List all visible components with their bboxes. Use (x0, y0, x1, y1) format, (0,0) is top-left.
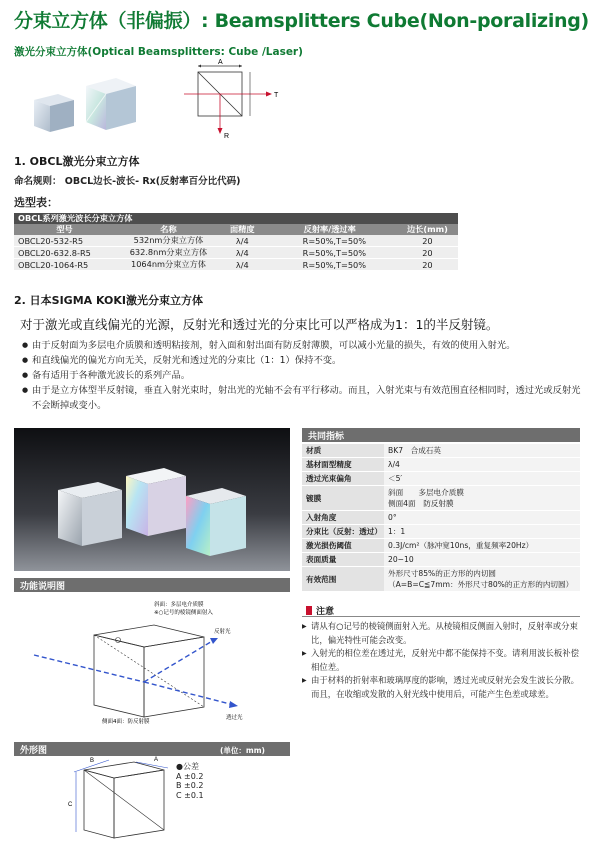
lead-text: 对于激光或直线偏光的光源，反射光和透过光的分束比可以严格成为1：1的半反射镜。 (20, 317, 499, 332)
spec-table-caption: OBCL系列激光波长分束立方体 (14, 213, 458, 224)
unit-label: (单位：mm) (220, 746, 265, 755)
cell-name: 532nm分束立方体 (115, 235, 222, 247)
tolerance-a: A ±0.2 (176, 771, 204, 781)
list-item: ● 由于反射面为多层电介质膜和透明粘接剂，射入面和射出面有防反射薄膜，可以减小光量的损失，有效的使用入射光。 (22, 338, 582, 353)
common-specs-bar: 共同指标 (302, 428, 580, 442)
prop-key: 基材面型精度 (302, 458, 384, 472)
table-row (302, 444, 580, 458)
notes-panel (302, 604, 580, 698)
tolerance-title: ●公差 (176, 762, 199, 771)
col-header: 型号 (14, 224, 115, 235)
col-header: 反射率/透过率 (263, 224, 397, 235)
table-row (302, 511, 580, 525)
tolerance-b: B ±0.2 (176, 781, 204, 790)
prop-value: BK7 合成石英 (384, 444, 580, 458)
cube-photo-small (24, 64, 154, 140)
cell-size: 20 (397, 235, 458, 247)
cube-photo-large (14, 428, 290, 571)
list-item: ● 和直线偏光的偏光方向无关，反射光和透过光的分束比（1：1）保持不变。 (22, 353, 582, 368)
label-t: T (274, 92, 279, 99)
prop-value: 20−10 (384, 553, 580, 567)
prop-value: λ/4 (384, 458, 580, 472)
cell-size: 20 (397, 259, 458, 271)
col-header: 面精度 (222, 224, 263, 235)
notes-title: 注意 (302, 604, 580, 617)
table-row (14, 247, 458, 259)
outline-bar: 外形图 (14, 742, 290, 756)
section1-heading: 1. OBCL激光分束立方体 (14, 155, 140, 168)
prop-key: 透过光束偏角 (302, 472, 384, 486)
cell-ratio: R=50%,T=50% (263, 259, 397, 271)
tolerance-block (176, 762, 204, 800)
feature-list (22, 338, 582, 413)
cell-flatness: λ/4 (222, 259, 263, 271)
cell-size: 20 (397, 247, 458, 259)
table-row (14, 259, 458, 271)
table-row (302, 472, 580, 486)
list-item: ● 由于是立方体型半反射镜，垂直入射光束时，射出光的光轴不会有平行移动。而且，入射光束与有效范围直径相同时，透过光或反射光不会断掉或变小。 (22, 383, 582, 413)
table-row (302, 458, 580, 472)
selection-label: 选型表： (14, 196, 58, 209)
label-mark: ※○记号的棱镜侧面射入 (154, 610, 213, 616)
list-item: ▶ 由于材料的折射率和玻璃厚度的影响，透过光或反射光会发生波长分散。而且，在收缩或发散的入射光线中使用后，可能产生色差或球差。 (302, 674, 580, 701)
prop-key: 镀膜 (302, 486, 384, 511)
cell-model: OBCL20-532-R5 (14, 235, 115, 247)
prop-key: 入射角度 (302, 511, 384, 525)
section2-heading: 2. 日本SIGMA KOKI激光分束立方体 (14, 294, 203, 307)
prop-key: 激光损伤阈值 (302, 539, 384, 553)
cell-flatness: λ/4 (222, 247, 263, 259)
list-item: ● 备有适用于各种激光波长的系列产品。 (22, 368, 582, 383)
label-a: A (154, 757, 159, 763)
prop-value: 侧面4面 防反射膜 (388, 499, 454, 508)
prop-value: 斜面 多层电介质膜 (388, 488, 464, 497)
prop-key: 分束比（反射：透过） (302, 525, 384, 539)
prop-value: ＜5′ (384, 472, 580, 486)
label-b: B (90, 758, 95, 764)
prop-key: 材质 (302, 444, 384, 458)
table-row (302, 539, 580, 553)
prop-value: 1：1 (384, 525, 580, 539)
cell-model: OBCL20-632.8-R5 (14, 247, 115, 259)
beamsplit-schematic (180, 58, 290, 144)
label-c: C (68, 802, 73, 808)
table-row (302, 525, 580, 539)
function-bar: 功能说明图 (14, 578, 290, 592)
tolerance-c: C ±0.1 (176, 790, 204, 800)
table-row (302, 486, 580, 511)
prop-value: 0° (384, 511, 580, 525)
outline-diagram (14, 756, 290, 846)
prop-key: 表面质量 (302, 553, 384, 567)
label-a: A (218, 59, 223, 66)
col-header: 名称 (115, 224, 222, 235)
label-reflect: 反射光 (214, 629, 231, 635)
table-row (302, 567, 580, 592)
cell-model: OBCL20-1064-R5 (14, 259, 115, 271)
cell-flatness: λ/4 (222, 235, 263, 247)
cell-ratio: R=50%,T=50% (263, 235, 397, 247)
product-subtitle: 激光分束立方体(Optical Beamsplitters: Cube /Laser) (14, 46, 303, 58)
common-specs-table (302, 444, 580, 592)
table-row (302, 553, 580, 567)
cell-name: 632.8nm分束立方体 (115, 247, 222, 259)
col-header: 边长(mm) (397, 224, 458, 235)
function-diagram (14, 595, 290, 735)
label-r: R (224, 133, 230, 140)
list-item: ▶ 入射光的相位差在透过光，反射光中都不能保持不变。请利用波长板补偿相位差。 (302, 647, 580, 674)
naming-rule: 命名规则： OBCL边长-波长- Rx(反射率百分比代码) (14, 176, 241, 187)
list-item: ▶ 请从有○记号的棱镜侧面射入光。从棱镜相反侧面入射时，反射率或分束比，偏光特性可能会改变。 (302, 620, 580, 647)
spec-table (14, 213, 458, 271)
prop-value: 外形尺寸85%的正方形的内切圆 (388, 569, 497, 578)
table-row (14, 235, 458, 247)
prop-key: 有效范围 (302, 567, 384, 592)
prop-value: 0.3J/cm²（脉冲宽10ns，重复频率20Hz） (384, 539, 580, 553)
cell-name: 1064nm分束立方体 (115, 259, 222, 271)
cell-ratio: R=50%,T=50% (263, 247, 397, 259)
label-slope: 斜面：多层电介质膜 (154, 602, 204, 608)
prop-value: （A=B=C≦7mm：外形尺寸80%的正方形的内切圆） (388, 580, 574, 589)
page-title: 分束立方体（非偏振）: Beamsplitters Cube(Non-poralizing) (14, 10, 589, 32)
label-trans: 透过光 (226, 715, 243, 721)
label-side: 侧面4面：防反射膜 (102, 719, 150, 725)
